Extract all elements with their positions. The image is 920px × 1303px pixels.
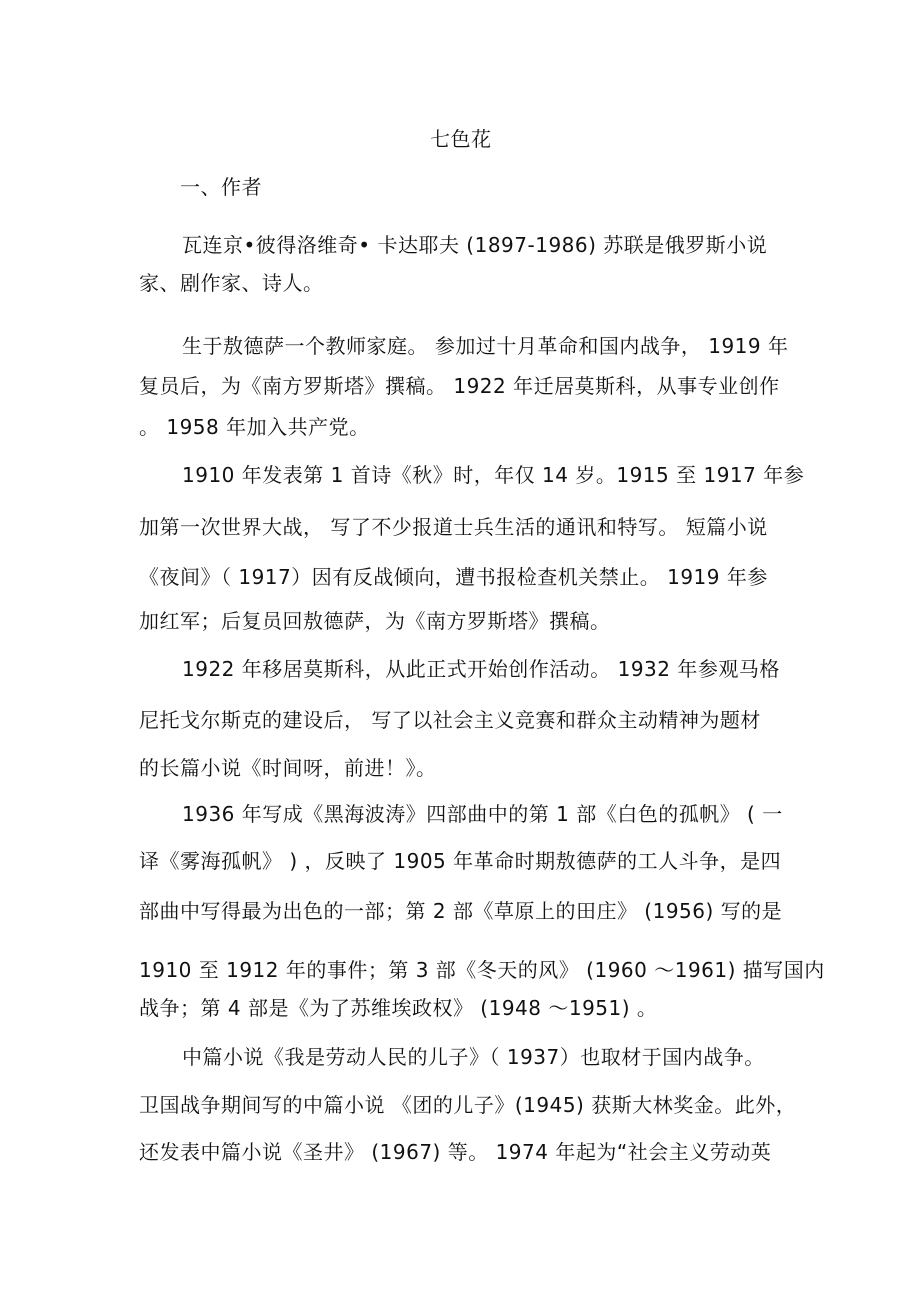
text-line: 生于敖德萨一个教师家庭。 参加过十月革命和国内战争， 1919 年 — [182, 334, 789, 358]
text-line: 卫国战争期间写的中篇小说 《团的儿子》(1945) 获斯大林奖金。此外， — [139, 1093, 797, 1117]
text-line: 加第一次世界大战， 写了不少报道士兵生活的通讯和特写。 短篇小说 — [139, 515, 768, 539]
text-line: 1910 至 1912 年的事件；第 3 部《冬天的风》 (1960 ～1961) 描写国内 — [139, 958, 825, 982]
text-line: 战争；第 4 部是《为了苏维埃政权》 (1948 ～1951) 。 — [139, 996, 658, 1020]
text-line: 部曲中写得最为出色的一部；第 2 部《草原上的田庄》 (1956) 写的是 — [139, 899, 783, 923]
document-title: 七色花 — [430, 127, 492, 151]
text-line: 加红军；后复员回敖德萨，为《南方罗斯塔》撰稿。 — [139, 609, 611, 633]
text-line: 尼托戈尔斯克的建设后， 写了以社会主义竞赛和群众主动精神为题材 — [139, 708, 761, 732]
text-line: 瓦连京•彼得洛维奇• 卡达耶夫 (1897-1986) 苏联是俄罗斯小说 — [182, 233, 768, 257]
text-line: 译《雾海孤帆》 ) ，反映了 1905 年革命时期敖德萨的工人斗争，是四 — [139, 849, 782, 873]
text-line: 的长篇小说《时间呀，前进！》。 — [139, 756, 437, 780]
text-line: 。 1958 年加入共产党。 — [139, 415, 370, 439]
text-line: 中篇小说《我是劳动人民的儿子》（ 1937）也取材于国内战争。 — [182, 1045, 765, 1069]
text-line: 1936 年写成《黑海波涛》四部曲中的第 1 部《白色的孤帆》 ( 一 — [182, 802, 783, 826]
text-line: 复员后，为《南方罗斯塔》撰稿。 1922 年迁居莫斯科，从事专业创作 — [139, 374, 780, 398]
text-line: 家、剧作家、诗人。 — [139, 271, 324, 295]
text-line: 1910 年发表第 1 首诗《秋》时，年仅 14 岁。1915 至 1917 年参 — [182, 463, 805, 487]
text-line: 《夜间》（ 1917）因有反战倾向，遭书报检查机关禁止。 1919 年参 — [139, 565, 768, 589]
section-heading: 一、作者 — [180, 175, 262, 199]
text-line: 1922 年移居莫斯科，从此正式开始创作活动。 1932 年参观马格 — [182, 657, 780, 681]
text-line: 还发表中篇小说《圣井》 (1967) 等。 1974 年起为“社会主义劳动英 — [139, 1140, 772, 1164]
